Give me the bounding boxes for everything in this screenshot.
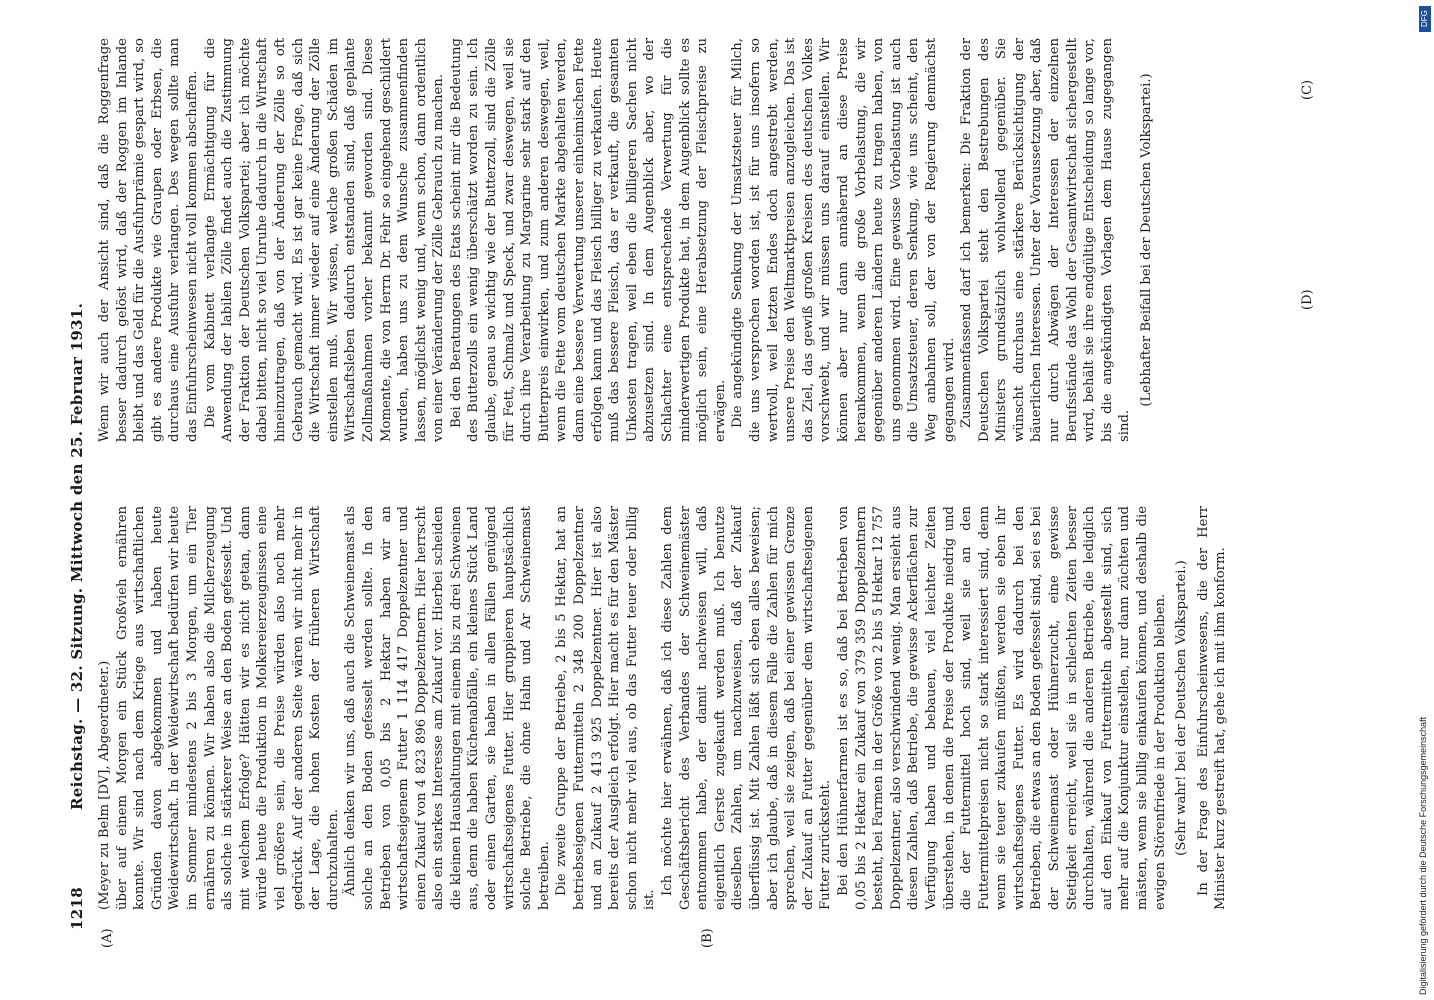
- left-column: [96, 506, 1230, 910]
- paragraph: über auf einem Morgen ein Stück Großvieh ernähren konnte. Wir sind nach dem Kriege aus wirtschaftlichen Gründen davon abgekommen und haben heute Weidewirtschaft. In der Weidewirtschaft bedürfen wir heute im Sommer mindestens 2 bis 3 Morgen, um ein Tier ernähren zu können. Wir haben also die Milcherzeugung als solche in stärkerer Weise an den Boden gefesselt. Und mit welchem Erfolge? Hätten wir es nicht getan, dann würde heute die Produktion in Molkereierzeugnissen eine viel größere sein, die Preise würden also noch mehr gedrückt. Auf der anderen Seite wären wir nicht mehr in der Lage, die hohen Kosten der früheren Wirtschaft durchzuhalten.: [114, 506, 341, 910]
- paragraph: Die zweite Gruppe der Betriebe, 2 bis 5 Hektar, hat an betriebseigenen Futtermitteln 2 348 200 Doppelzentner und an Zukauf 2 413 925 Doppelzentner. Hier ist also bereits der Ausgleich erfolgt. Hier macht es für den Mäster schon nicht mehr viel aus, ob das Futter teuer oder billig ist.: [554, 506, 658, 910]
- digitization-note: Digitalisierung gefördert durch die Deutsche Forschungsgemeinschaft: [1418, 716, 1428, 995]
- paragraph: Ich möchte hier erwähnen, daß ich diese Zahlen dem Geschäftsbericht des Verbandes der Schweinemäster entnommen habe, der damit nachweisen will, daß eigentlich Gerste zugekauft werden muß. Ich benutze dieselben Zahlen, um nachzuweisen, daß der Zukauf überflüssig ist. Mit Zahlen läßt sich eben alles beweisen; aber ich glaube, daß in diesem Falle die Zahlen für mich sprechen, weil sie zeigen, daß bei einer gewissen Grenze der Zukauf an Futter gegenüber dem wirtschaftseigenen Futter zurücksteht.: [660, 506, 834, 910]
- right-column: [96, 38, 1160, 442]
- page-number: 1218: [68, 887, 86, 930]
- paragraph: (Lebhafter Beifall bei der Deutschen Volkspartei.): [1139, 73, 1155, 407]
- paragraph: Die angekündigte Senkung der Umsatzsteuer für Milch, die uns versprochen worden ist, ist für uns insofern so wertvoll, weil letzten Endes doch angestrebt werden, unsere Preise den Weltmarktpreisen anzugleichen. Das ist das Ziel, das gewiß großen Kreisen des deutschen Volkes vorschwebt, und wir müssen uns darauf einstellen. Wir können aber nur dann annähernd an diese Preise herankommen, wenn die große Vorbelastung, die wir gegenüber anderen Ländern heute zu tragen haben, von uns genommen wird. Eine gewisse Vorbelastung ist auch die Umsatzsteuer, deren Senkung, wie uns scheint, den Weg anbahnen soll, der von der Regierung demnächst gegangen wird.: [730, 38, 957, 442]
- paragraph: (Sehr wahr! bei der Deutschen Volkspartei.): [1174, 560, 1190, 856]
- margin-mark-a: (A): [100, 928, 115, 948]
- paragraph: Wenn wir auch der Ansicht sind, daß die Roggenfrage besser dadurch gelöst wird, daß der Roggen im Inlande bleibt und das Geld für die Ausfuhrprämie gespart wird, so gibt es andere Produkte wie Graupen oder Erbsen, die durchaus eine Ausfuhr verlangen. Des wegen sollte man das Einfuhrscheinwesen nicht voll kommen abschaffen.: [97, 38, 200, 442]
- paragraph: Bei den Hühnerfarmen ist es so, daß bei Betrieben von 0,05 bis 2 Hektar ein Zukauf von 379 359 Doppelzentnern besteht, bei Farmen in der Größe von 2 bis 5 Hektar 12 757 Doppelzentner, also verschwindend wenig. Man ersieht aus diesen Zahlen, daß Betriebe, die gewisse Ackerflächen zur Verfügung haben und bebauen, viel leichter Zeiten überstehen, in denen die Preise der Produkte niedrig und die der Futtermittel hoch sind, weil sie an den Futtermittelpreisen nicht so stark interessiert sind, denn wenn sie teuer zukaufen müßten, werden sie eben ihr wirtschaftseigenes Futter. Es wird dadurch bei den Betrieben, die etwas an den Boden gefesselt sind, sei es bei der Schweinemast oder Hühnerzucht, eine gewisse Stetigkeit erreicht, weil sie in schlechten Zeiten besser durchhalten, während die anderen Betriebe, die lediglich auf den Einkauf von Futtermitteln abgestellt sind, sich mehr auf die Konjunktur einstellen, nur dann züchten und mästen, wenn sie billig einkaufen können, und deshalb die ewigen Störenfriede in der Produktion bleiben.: [835, 506, 1168, 910]
- page-header: [68, 80, 90, 930]
- paragraph: Zusammenfassend darf ich bemerken: Die Fraktion der Deutschen Volkspartei steht den Bestrebungen des Ministers grundsätzlich wohlwollend gegenüber. Sie wünscht durchaus eine stärkere Berücksichtigung der bäuerlichen Interessen. Unter der Voraussetzung aber, daß nur durch Abwägen der Interessen der einzelnen Berufsstände das Wohl der Gesamtwirtschaft sichergestellt wird, behält sie ihre endgültige Entscheidung so lange vor, bis die angekündigten Vorlagen dem Hause zugegangen sind.: [959, 38, 1133, 442]
- paragraph: Die vom Kabinett verlangte Ermächtigung für die Anwendung der labilen Zölle findet auch die Zustimmung der Fraktion der Deutschen Volkspartei; aber ich möchte dabei bitten, nicht so viel Unruhe dadurch in die Wirtschaft hineinzutragen, daß von der Änderung der Zölle so oft Gebrauch gemacht wird. Es ist gar keine Frage, daß sich die Wirtschaft immer wieder auf eine Änderung der Zölle einstellen muß. Wir wissen, welche großen Schäden im Wirtschaftsleben dadurch entstanden sind, daß geplante Zollmaßnahmen vorher bekannt geworden sind. Diese Momente, die von Herrn Dr. Fehr so eingehend geschildert wurden, haben uns zu dem Wunsche zusammenfinden lassen, möglichst wenig und, wenn schon, dann ordentlich von einer Veränderung der Zölle Gebrauch zu machen.: [202, 38, 447, 442]
- paragraph: Ähnlich denken wir uns, daß auch die Schweinemast als solche an den Boden gefesselt werden sollte. In den Betrieben von 0,05 bis 2 Hektar haben wir an wirtschaftseigenem Futter 1 114 417 Doppelzentner und einen Zukauf von 4 823 896 Doppelzentnern. Hier herrscht also ein starkes Interesse am Zukauf vor. Hierbei scheiden die kleinen Haushaltungen mit einem bis zu drei Schweinen aus, denn die haben Küchenabfälle, ein kleines Stück Land oder einen Garten, sie haben in allen Fällen genügend wirtschaftseigenes Futter. Hier gruppieren hauptsächlich solche Betriebe, die ohne Halm und Ar Schweinemast betreiben.: [343, 506, 552, 910]
- margin-mark-c: (C): [1300, 79, 1315, 100]
- page-title: Reichstag. — 32. Sitzung. Mittwoch den 25. Februar 1931.: [68, 302, 86, 810]
- margin-mark-b: (B): [700, 928, 715, 948]
- dfg-logo: DFG: [1419, 6, 1431, 32]
- margin-mark-d: (D): [1300, 289, 1315, 310]
- paragraph: (Meyer zu Belm [DV], Abgeordneter.): [97, 660, 112, 910]
- paragraph: In der Frage des Einfuhrscheinwesens, die der Herr Minister kurz gestreift hat, gehe ich mit ihm konform.: [1195, 506, 1229, 910]
- paragraph: Bei den Beratungen des Etats scheint mir die Bedeutung des Butterzolls ein wenig überschätzt worden zu sein. Ich glaube, genau so wichtig wie der Butterzoll, sind die Zölle für Fett, Schmalz und Speck, und zwar deswegen, weil sie durch ihre Verarbeitung zu Margarine sehr stark auf den Butterpreis einwirken, und zum anderen deswegen, weil, wenn die Fette vom deutschen Markte abgehalten werden, dann eine bessere Verwertung unserer einheimischen Fette erfolgen kann und das Fleisch billiger zu verkaufen. Heute muß das bessere Fleisch, das er verkauft, die gesamten Unkosten tragen, weil eben die billigeren Sachen nicht abzusetzen sind. In dem Augenblick aber, wo der Schlachter eine entsprechende Verwertung für die minderwertigen Produkte hat, in dem Augenblick sollte es möglich sein, eine Herabsetzung der Fleischpreise zu erwägen.: [448, 38, 728, 442]
